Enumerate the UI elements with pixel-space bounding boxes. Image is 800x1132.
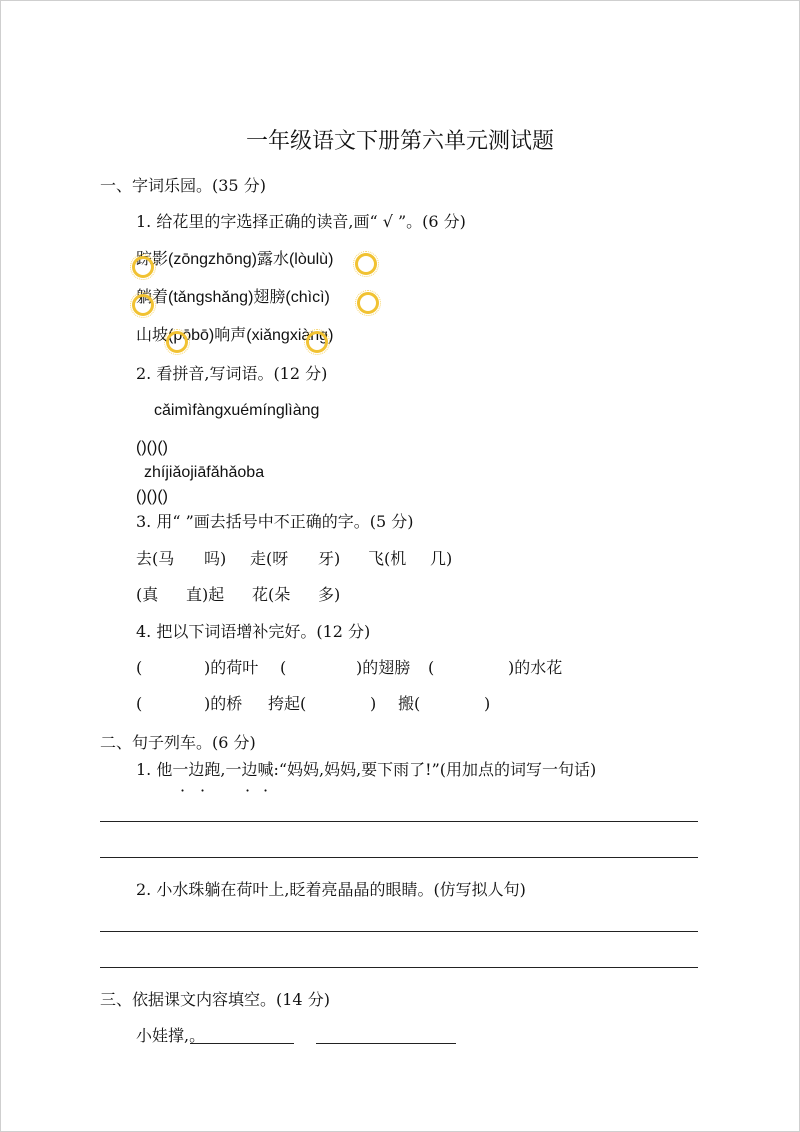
answer-line[interactable] — [100, 857, 698, 858]
q4-cell: ( — [136, 658, 143, 677]
q4-cell: )的水花 — [508, 658, 563, 677]
section3-heading: 三、依据课文内容填空。(14 分) — [100, 990, 330, 1009]
q2-pinyin-row2: zhíjiǎojiāfǎhǎoba — [144, 464, 265, 481]
q4-cell: )的翅膀 — [356, 658, 411, 677]
q3-cell: (真 — [136, 585, 159, 604]
q4-prompt: 4. 把以下词语增补完好。(12 分) — [136, 622, 371, 641]
q3-prompt: 3. 用“ ”画去括号中不正确的字。(5 分) — [136, 512, 414, 531]
fill-blank-line[interactable] — [190, 1043, 294, 1044]
q1-line2: 躺着(tǎngshǎng)翅膀(chìcì) — [136, 289, 330, 306]
q3-cell: 飞(机 — [368, 549, 407, 568]
flower-ring-icon — [166, 331, 188, 353]
page-title: 一年级语文下册第六单元测试题 — [245, 129, 554, 154]
flower-ring-icon — [357, 292, 379, 314]
fill-blank-line[interactable] — [316, 1043, 456, 1044]
q3-cell: 牙) — [318, 549, 341, 568]
answer-line[interactable] — [100, 967, 698, 968]
q2-blanks-row2: ()()() — [136, 488, 168, 505]
q4-cell: ( — [280, 658, 287, 677]
q4-cell: )的荷叶 — [204, 658, 259, 677]
answer-line[interactable] — [100, 931, 698, 932]
section1-heading: 一、字词乐园。(35 分) — [100, 176, 266, 195]
q2-prompt: 2. 看拼音,写词语。(12 分) — [136, 364, 328, 383]
s2-q1-prompt: 1. 他一边跑,一边喊:“妈妈,妈妈,要下雨了!”(用加点的词写一句话) — [136, 760, 597, 779]
q3-cell: 几) — [430, 549, 453, 568]
q2-pinyin-row1: cǎimìfàngxuémínglìàng — [154, 402, 320, 419]
q3-cell: 直)起 — [186, 585, 225, 604]
q2-blanks-row1: ()()() — [136, 439, 168, 456]
s2-q2-prompt: 2. 小水珠躺在荷叶上,眨着亮晶晶的眼睛。(仿写拟人句) — [136, 880, 526, 899]
q4-cell: 搬( — [398, 694, 421, 713]
q4-cell: ) — [484, 694, 491, 713]
s3-line1: 小娃撑,。 — [136, 1026, 206, 1045]
answer-line[interactable] — [100, 821, 698, 822]
section2-heading: 二、句子列车。(6 分) — [100, 733, 256, 752]
q4-cell: ( — [428, 658, 435, 677]
q3-cell: 走(呀 — [250, 549, 289, 568]
q4-cell: ( — [136, 694, 143, 713]
q3-cell: 去(马 — [136, 549, 175, 568]
q3-cell: 多) — [318, 585, 341, 604]
flower-ring-icon — [132, 294, 154, 316]
q3-cell: 吗) — [204, 549, 227, 568]
q1-prompt: 1. 给花里的字选择正确的读音,画“ √ ”。(6 分) — [136, 212, 466, 231]
q1-line1: 踪影(zōngzhōng)露水(lòulù) — [136, 251, 334, 268]
q4-cell: )的桥 — [204, 694, 243, 713]
q1-line3: 山坡(pōbō)响声(xiǎngxiàng) — [136, 327, 334, 344]
emphasis-dot: · — [263, 781, 269, 800]
flower-ring-icon — [132, 256, 154, 278]
q4-cell: ) — [370, 694, 377, 713]
flower-ring-icon — [306, 331, 328, 353]
emphasis-dot: · — [180, 781, 186, 800]
flower-ring-icon — [355, 253, 377, 275]
emphasis-dot: · — [245, 781, 251, 800]
q4-cell: 挎起( — [268, 694, 307, 713]
q3-cell: 花(朵 — [252, 585, 291, 604]
emphasis-dot: · — [200, 781, 206, 800]
